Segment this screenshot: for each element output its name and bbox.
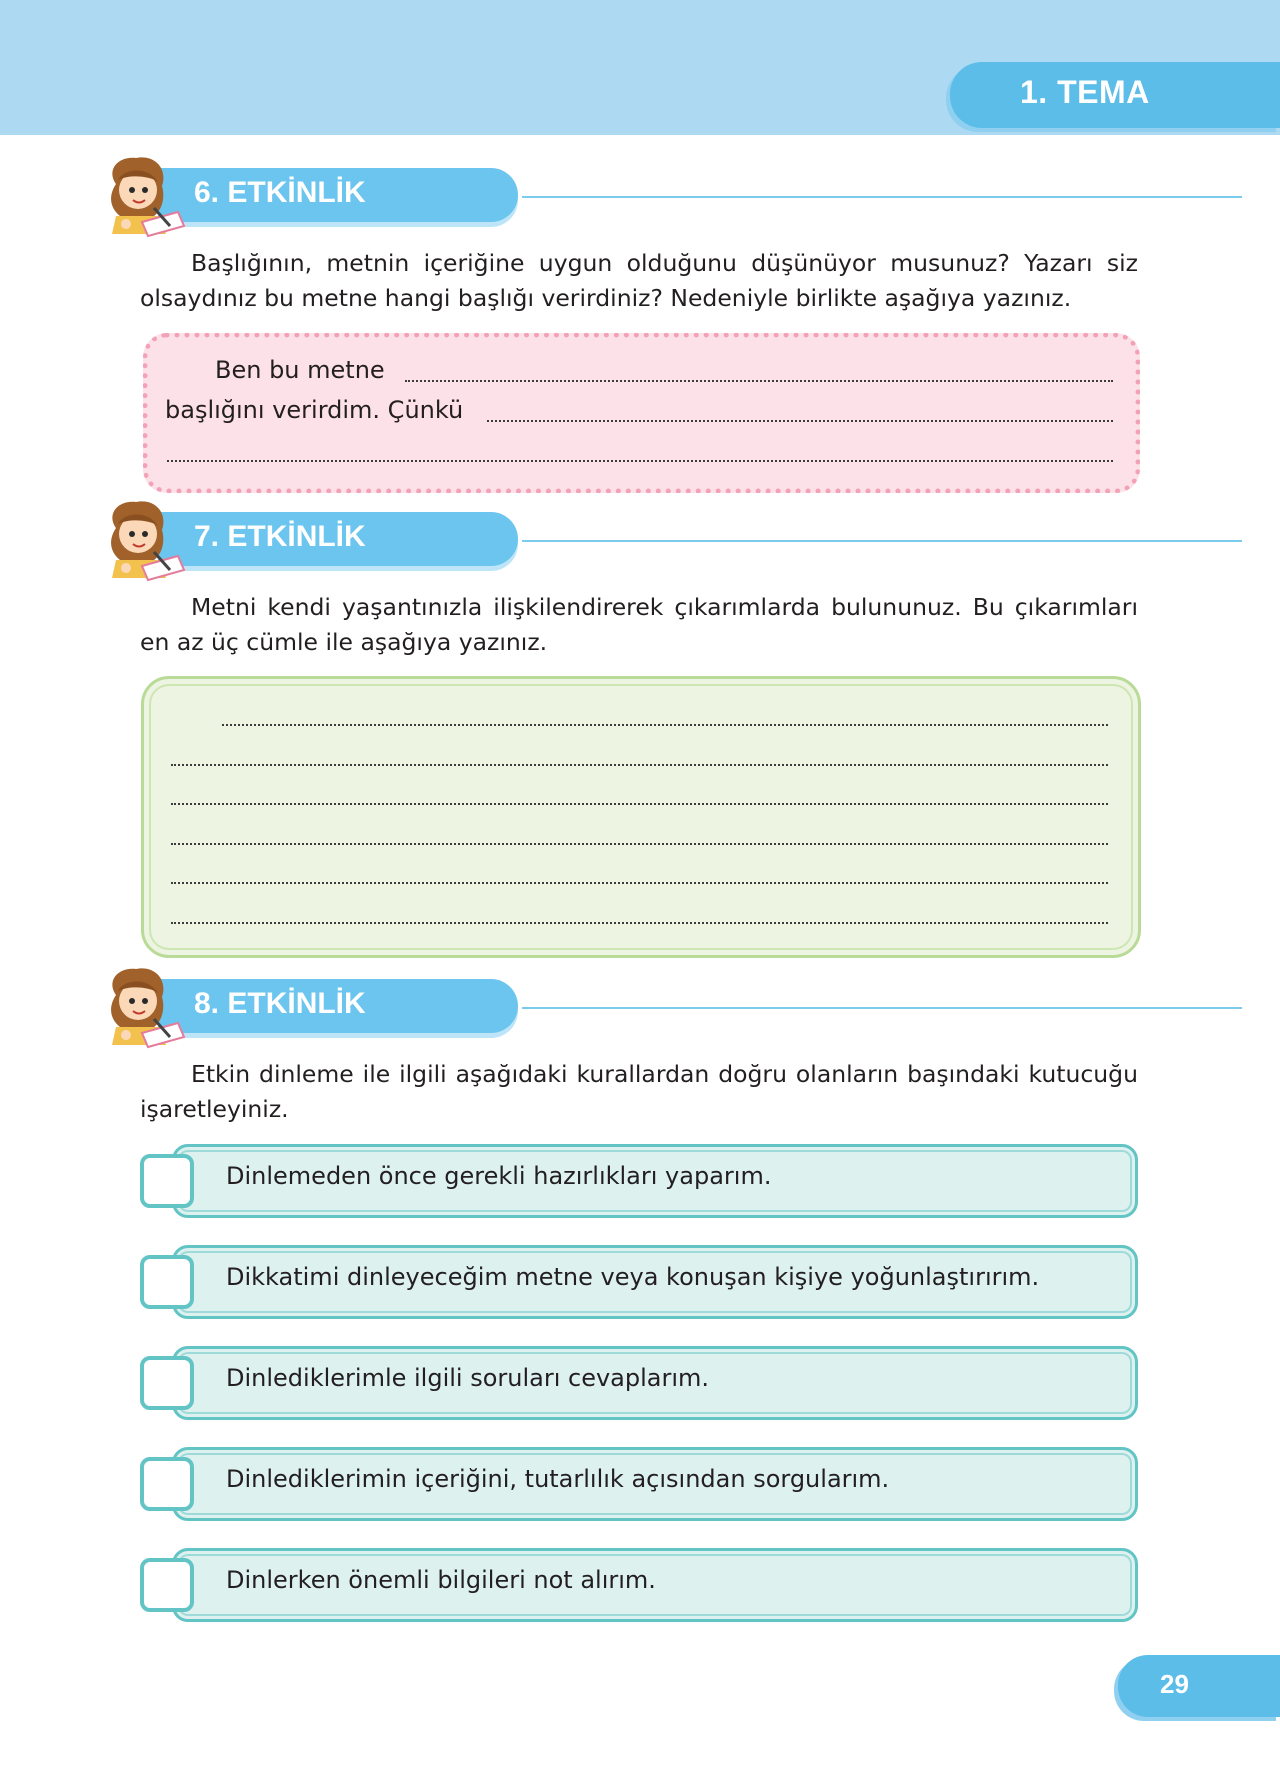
page-number: 29 — [1160, 1669, 1189, 1699]
activity7-title: 7. ETKİNLİK — [194, 520, 366, 553]
girl-reading-icon — [96, 494, 186, 586]
rule-text: Dinlemeden önce gerekli hazırlıkları yaparım. — [226, 1162, 772, 1190]
activity8-title-pill — [158, 979, 518, 1033]
activity6-answer-line-2[interactable] — [487, 420, 1113, 422]
section-divider — [522, 196, 1242, 198]
rule-text: Dikkatimi dinleyeceğim metne veya konuşan kişiye yoğunlaştırırım. — [226, 1263, 1040, 1291]
rule-checkbox[interactable] — [140, 1457, 194, 1511]
activity6-header — [96, 150, 1141, 230]
rule-text: Dinlediklerimle ilgili soruları cevaplarım. — [226, 1364, 710, 1392]
activity6-line2-prefix: başlığını verirdim. Çünkü — [165, 396, 464, 424]
rule-item — [140, 1342, 1140, 1420]
activity7-answer-box — [141, 676, 1141, 958]
rule-checkbox[interactable] — [140, 1154, 194, 1208]
activity7-answer-line-5[interactable] — [171, 882, 1108, 884]
page-number-tab — [1118, 1655, 1280, 1717]
activity6-answer-line-3[interactable] — [167, 460, 1113, 462]
section-divider — [522, 540, 1242, 542]
theme-label: 1. TEMA — [1020, 74, 1150, 110]
activity8-title: 8. ETKİNLİK — [194, 987, 366, 1020]
activity7-answer-line-1[interactable] — [222, 724, 1108, 726]
activity8-instruction: Etkin dinleme ile ilgili aşağıdaki kurallardan doğru olanların başındaki kutucuğu işaretleyiniz. — [140, 1060, 1138, 1123]
activity7-header — [96, 494, 1141, 574]
rule-text: Dinlerken önemli bilgileri not alırım. — [226, 1566, 656, 1594]
activity6-instruction: Başlığının, metnin içeriğine uygun olduğunu düşünüyor musunuz? Yazarı siz olsaydınız bu metne hangi başlığı verirdiniz? Nedeniyle birlikte aşağıya yazınız. — [140, 249, 1138, 312]
activity6-title: 6. ETKİNLİK — [194, 176, 366, 209]
activity8-header — [96, 961, 1141, 1041]
section-divider — [522, 1007, 1242, 1009]
rule-item — [140, 1241, 1140, 1319]
activity7-answer-line-2[interactable] — [171, 764, 1108, 766]
activity6-answer-line-1[interactable] — [405, 380, 1113, 382]
activity7-answer-line-6[interactable] — [171, 922, 1108, 924]
girl-reading-icon — [96, 150, 186, 242]
activity6-line1-prefix: Ben bu metne — [215, 356, 385, 384]
activity7-title-pill — [158, 512, 518, 566]
rule-checkbox[interactable] — [140, 1356, 194, 1410]
activity6-title-pill — [158, 168, 518, 222]
activity7-answer-line-3[interactable] — [171, 803, 1108, 805]
activity7-answer-line-4[interactable] — [171, 843, 1108, 845]
rule-checkbox[interactable] — [140, 1255, 194, 1309]
rule-item — [140, 1544, 1140, 1622]
activity7-instruction: Metni kendi yaşantınızla ilişkilendirerek çıkarımlarda bulununuz. Bu çıkarımları en az üç cümle ile aşağıya yazınız. — [140, 593, 1138, 656]
rule-text: Dinlediklerimin içeriğini, tutarlılık açısından sorgularım. — [226, 1465, 890, 1493]
rule-item — [140, 1443, 1140, 1521]
rule-item — [140, 1140, 1140, 1218]
theme-tab — [950, 62, 1280, 128]
girl-reading-icon — [96, 961, 186, 1053]
rule-checkbox[interactable] — [140, 1558, 194, 1612]
